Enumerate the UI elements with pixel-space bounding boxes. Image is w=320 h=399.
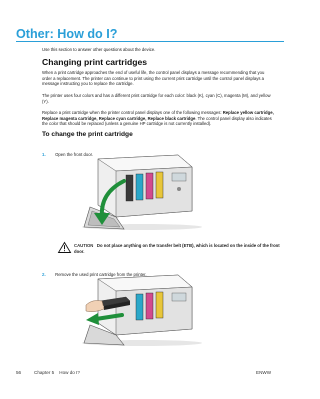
para-four-colors: The printer uses four colors and has a different print cartridge for each color: black (K), cyan (C), magenta (M), and yellow (Y).	[42, 93, 271, 104]
caution-icon	[58, 240, 72, 252]
para-replace-messages	[42, 110, 274, 127]
step-number: 2.	[42, 272, 46, 277]
footer-chapter: Chapter 5 How do I?	[34, 370, 80, 375]
section-title: Changing print cartridges	[42, 57, 148, 67]
para-trail-text: . The control panel display also indicates the color that should be replaced (unless a genuine HP cartridge is not currently installed).	[42, 115, 272, 127]
para-lead-text: Replace a print cartridge when the printer control panel displays one of the following messages:	[42, 110, 223, 115]
para-replacement-message: When a print cartridge approaches the end of useful life, the control panel displays a message recommending that you order a replacement. The printer can continue to print using the current print cartridge until the control panel displays a message instructing you to replace the cartridge.	[42, 70, 265, 87]
footer-brand: ENWW	[256, 370, 272, 375]
replace-messages-list: Replace yellow cartridge, Replace magenta cartridge, Replace cyan cartridge, Replace black cartridge	[42, 110, 274, 121]
caution-label: CAUTION	[74, 243, 94, 248]
step-number: 1.	[42, 152, 46, 157]
footer-page-number: 56	[16, 370, 22, 375]
caution-note	[74, 243, 282, 254]
remove-cartridge-illustration	[80, 271, 210, 347]
step-text: Open the front door.	[55, 152, 93, 157]
printer-remove-cartridge-icon	[80, 271, 210, 347]
intro-text: Use this section to answer other questions about the device.	[42, 47, 156, 52]
page-heading: Other: How do I?	[16, 27, 118, 41]
printer-door-open-illustration	[80, 151, 210, 231]
step-text: Remove the used print cartridge from the printer.	[55, 272, 147, 277]
procedure-title: To change the print cartridge	[42, 131, 133, 138]
caution-text: Do not place anything on the transfer belt (ETB), which is located on the inside of the front door.	[74, 243, 280, 254]
printer-open-door-icon	[80, 151, 210, 231]
heading-rule	[16, 41, 284, 42]
